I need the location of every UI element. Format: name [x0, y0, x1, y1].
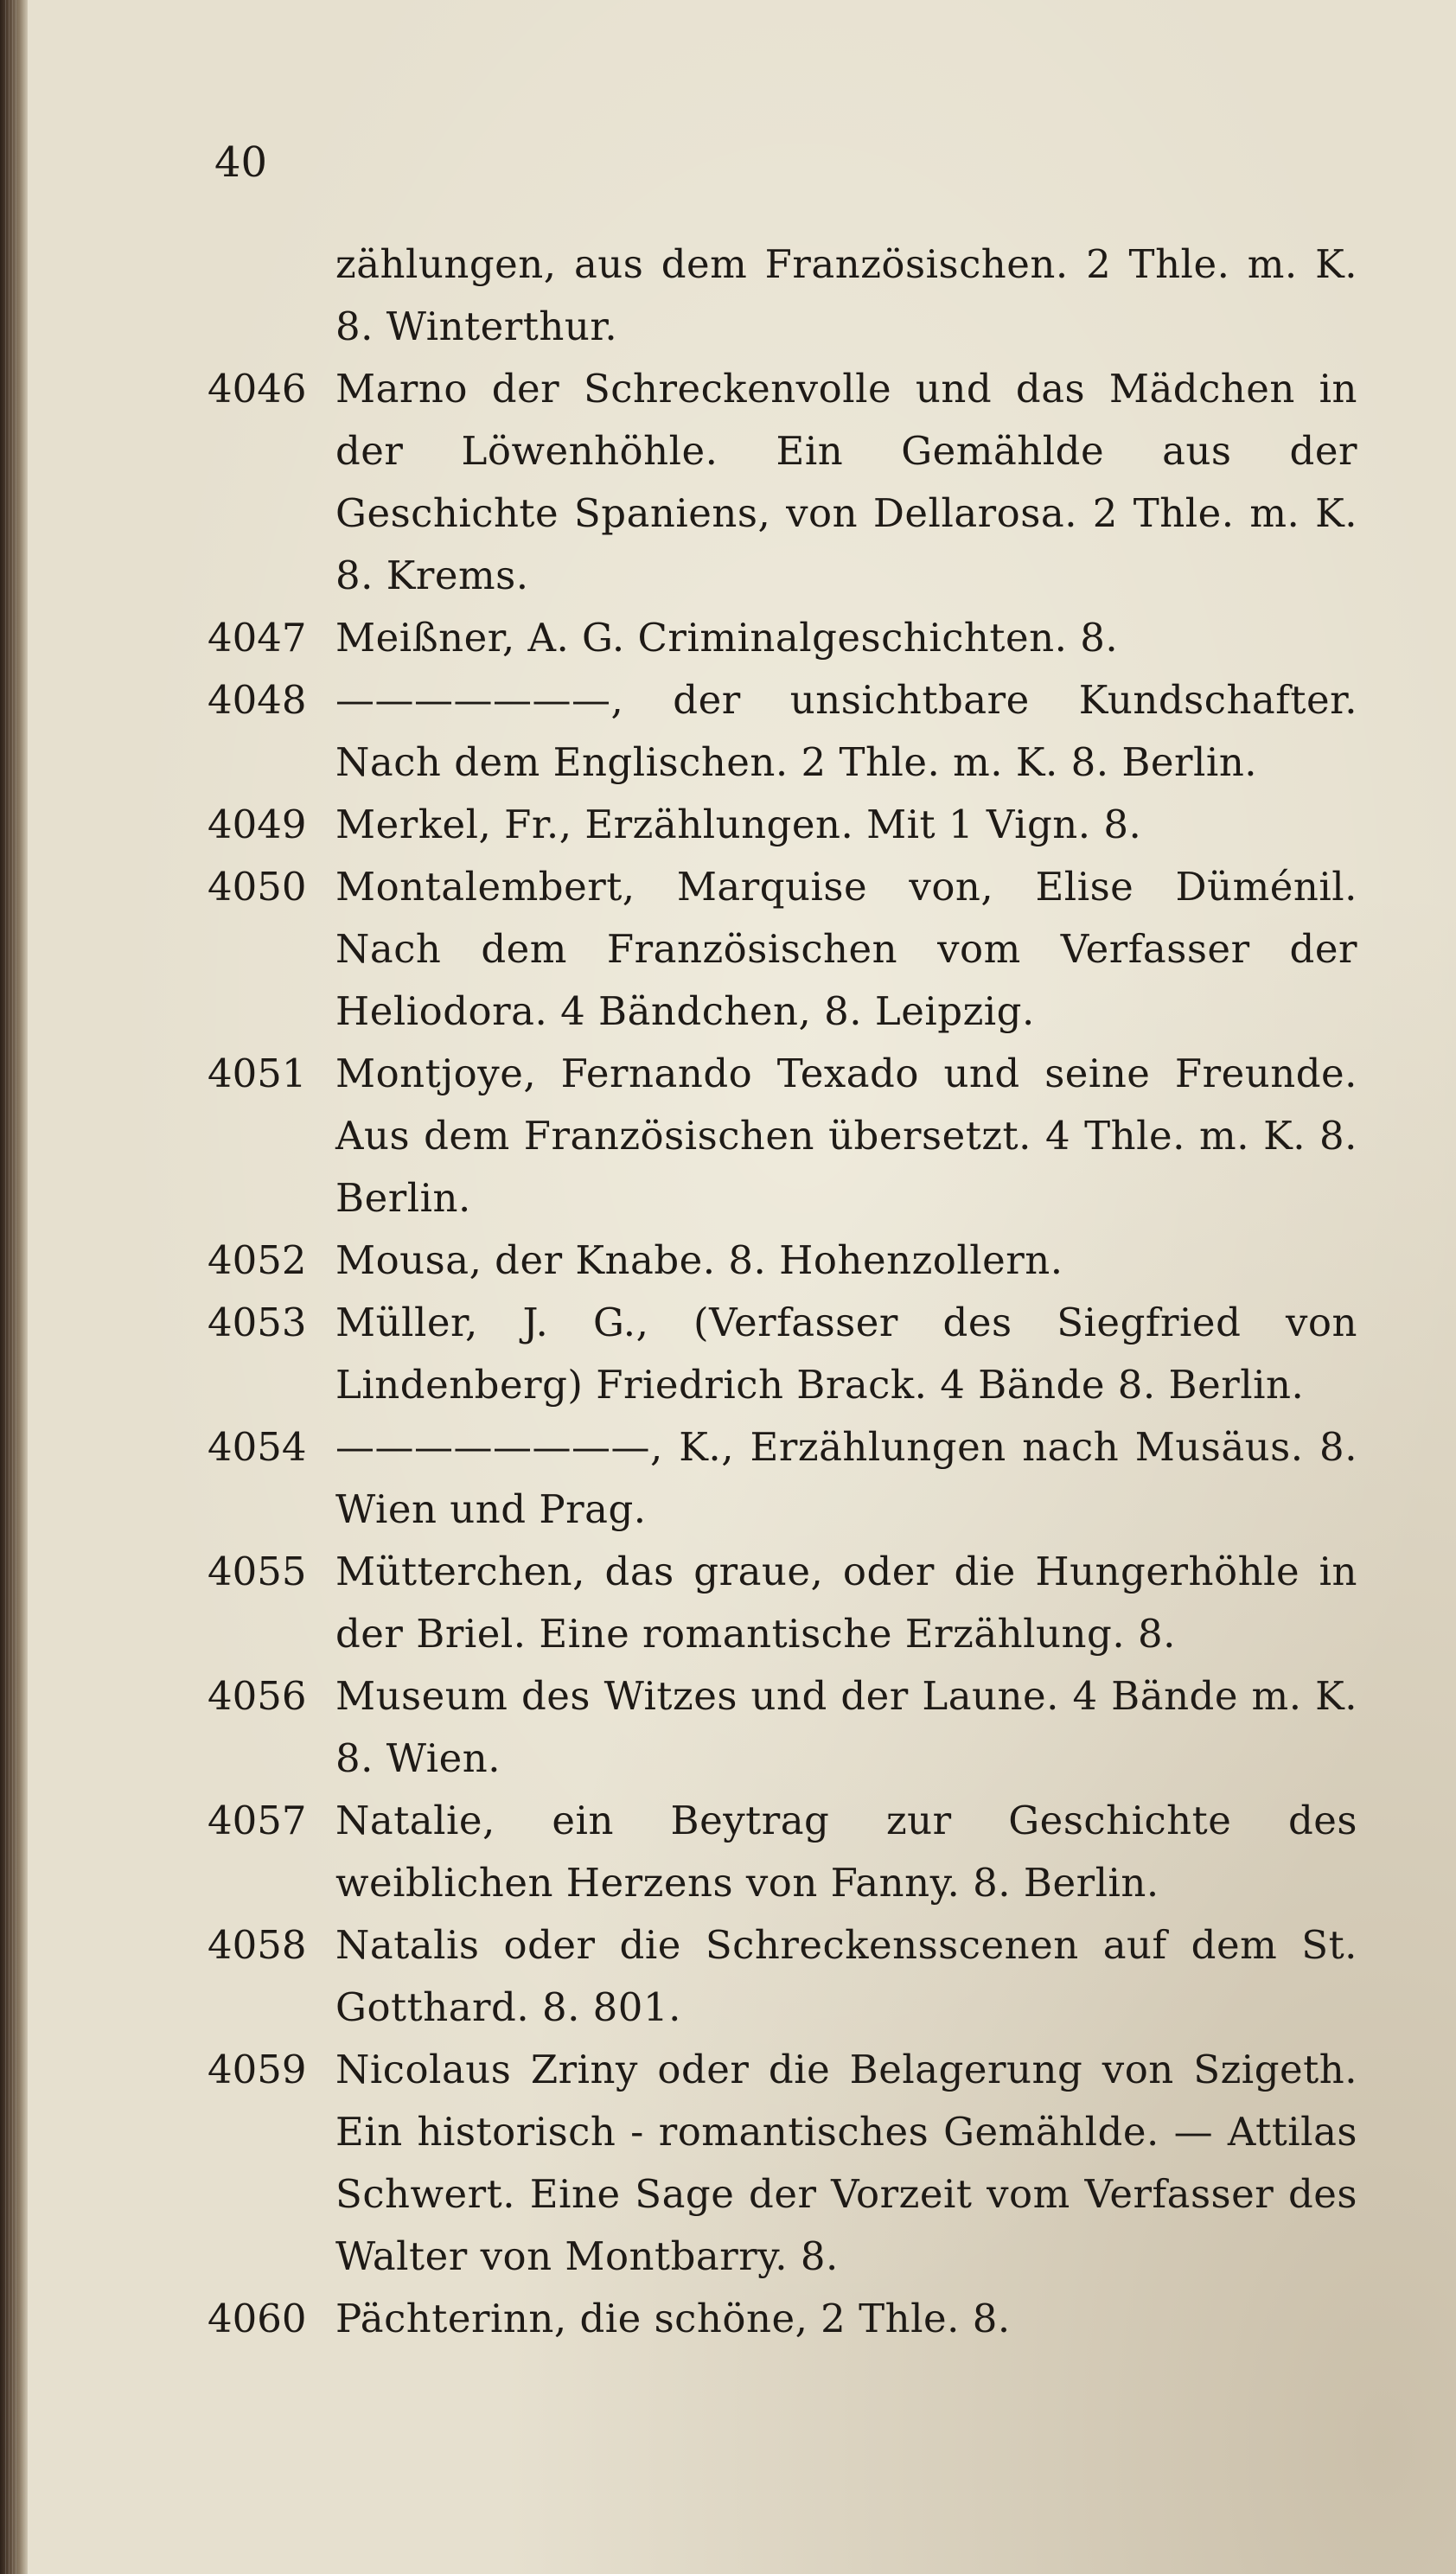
- catalog-entry: [208, 1292, 1357, 1416]
- entry-text: Mousa, der Knabe. 8. Hohenzollern.: [335, 1237, 1063, 1283]
- entry-text: ————————, K., Erzählungen nach Musäus. 8. Wien und Prag.: [335, 1424, 1357, 1532]
- entry-text: Montalembert, Marquise von, Elise Düménil. Nach dem Französischen vom Verfasser der Heliodora. 4 Bändchen, 8. Leipzig.: [335, 864, 1357, 1034]
- catalog-entry: [208, 1541, 1357, 1665]
- entry-number: 4055: [208, 1549, 307, 1594]
- catalog-entry: [208, 669, 1357, 794]
- entry-number: 4051: [208, 1051, 307, 1096]
- entry-number: 4053: [208, 1300, 307, 1345]
- catalog-entry: [208, 856, 1357, 1043]
- catalog-entry: [208, 1043, 1357, 1230]
- entry-text: Meißner, A. G. Criminalgeschichten. 8.: [335, 615, 1119, 661]
- entry-text: Marno der Schreckenvolle und das Mädchen in der Löwenhöhle. Ein Gemählde aus der Geschichte Spaniens, von Dellarosa. 2 Thle. m. K. 8. Krems.: [335, 366, 1357, 598]
- catalog-entry: [208, 2288, 1357, 2350]
- entry-number: 4049: [208, 802, 307, 847]
- entry-text: Nicolaus Zriny oder die Belagerung von Szigeth. Ein historisch - romantisches Gemählde. — Attilas Schwert. Eine Sage der Vorzeit vom Verfasser des Walter von Montbarry. 8.: [335, 2047, 1357, 2279]
- catalog-entry-list: [208, 233, 1357, 2350]
- entry-text: Müller, J. G., (Verfasser des Siegfried von Lindenberg) Friedrich Brack. 4 Bände 8. Berlin.: [335, 1300, 1357, 1408]
- entry-number: 4058: [208, 1922, 307, 1968]
- entry-number: 4059: [208, 2047, 307, 2092]
- page-edges: [5, 0, 19, 2574]
- entry-text: Montjoye, Fernando Texado und seine Freunde. Aus dem Französischen übersetzt. 4 Thle. m. K. 8. Berlin.: [335, 1051, 1357, 1221]
- catalog-entry: [208, 1416, 1357, 1541]
- entry-text: Pächterinn, die schöne, 2 Thle. 8.: [335, 2296, 1011, 2341]
- entry-text: Natalis oder die Schreckensscenen auf dem St. Gotthard. 8. 801.: [335, 1922, 1357, 2030]
- catalog-entry: [208, 1665, 1357, 1790]
- catalog-entry: [208, 358, 1357, 607]
- entry-number: 4052: [208, 1237, 307, 1283]
- entry-number: 4047: [208, 615, 307, 661]
- catalog-entry: [208, 1914, 1357, 2039]
- entry-text: ———————, der unsichtbare Kundschafter. Nach dem Englischen. 2 Thle. m. K. 8. Berlin.: [335, 677, 1357, 785]
- catalog-entry: [208, 607, 1357, 669]
- entry-text: Merkel, Fr., Erzählungen. Mit 1 Vign. 8.: [335, 802, 1142, 847]
- entry-number: 4048: [208, 677, 307, 723]
- entry-text: Mütterchen, das graue, oder die Hungerhöhle in der Briel. Eine romantische Erzählung. 8.: [335, 1549, 1357, 1657]
- entry-number: 4060: [208, 2296, 307, 2341]
- page-number: 40: [214, 138, 268, 187]
- entry-text: Natalie, ein Beytrag zur Geschichte des weiblichen Herzens von Fanny. 8. Berlin.: [335, 1798, 1357, 1906]
- catalog-entry: [208, 1230, 1357, 1292]
- entry-number: 4054: [208, 1424, 307, 1470]
- entry-text: zählungen, aus dem Französischen. 2 Thle. m. K. 8. Winterthur.: [335, 241, 1357, 349]
- entry-number: 4057: [208, 1798, 307, 1843]
- entry-text: Museum des Witzes und der Laune. 4 Bände m. K. 8. Wien.: [335, 1673, 1357, 1781]
- catalog-entry-continued: [208, 233, 1357, 358]
- entry-number: 4046: [208, 366, 307, 412]
- catalog-entry: [208, 794, 1357, 856]
- book-binding-edge: [0, 0, 28, 2574]
- entry-number: 4056: [208, 1673, 307, 1719]
- entry-number: 4050: [208, 864, 307, 910]
- catalog-entry: [208, 2039, 1357, 2288]
- catalog-entry: [208, 1790, 1357, 1914]
